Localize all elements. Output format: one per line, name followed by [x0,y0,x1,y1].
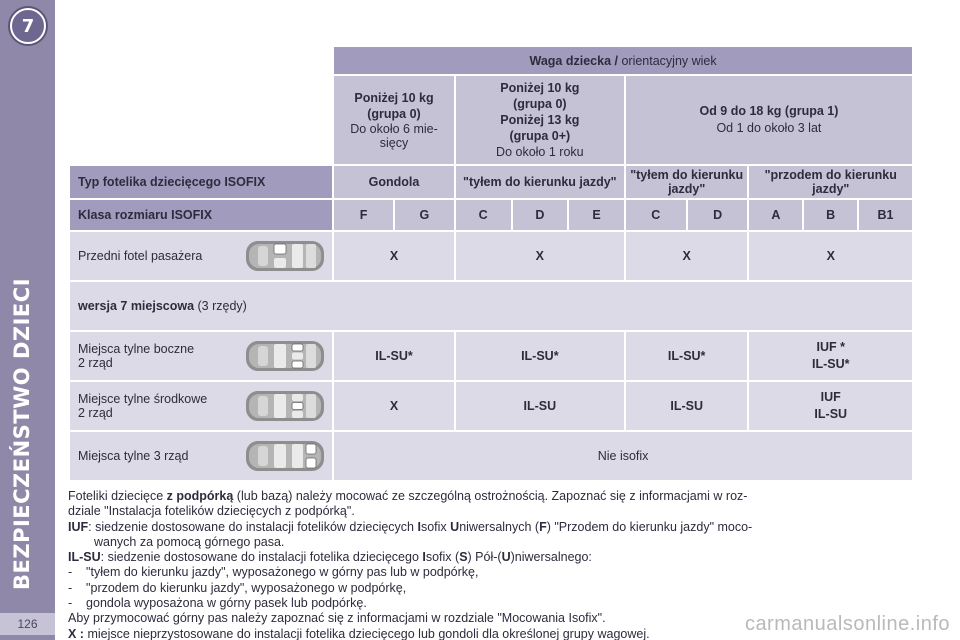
rear-side-value-1: IL-SU* [334,332,454,380]
rear-middle-value-3: IL-SU [626,382,748,430]
car-rear-side-seat-icon [244,338,326,374]
group-0-cell [334,76,454,164]
note-key: IUF [68,519,89,534]
rear-side-label [78,342,194,370]
rear-side-label-cell [70,332,332,380]
note-text: niwersalnych ( [459,519,540,534]
group-1-line-3: Poniżej 13 kg [500,113,580,127]
size-class: F [334,200,393,230]
rear-middle-value-4 [749,382,912,430]
note-iuf [68,520,916,535]
rear-side-last-line-2: IL-SU* [811,357,850,371]
rear-middle-value-1: X [334,382,454,430]
group-2-age: Od 1 do około 3 lat [716,121,822,135]
note-emphasis: I [422,550,426,565]
note-emphasis: z podpórką [166,489,234,503]
section-title: BEZPIECZEŃSTWO DZIECI [10,277,34,590]
blank-corner [70,47,332,74]
rear-side-value-2: IL-SU* [456,332,624,380]
weight-header [334,47,912,74]
note-text: sofix ( [425,550,460,565]
rear-middle-label-line-1: Miejsce tylne środkowe [78,392,208,406]
note-emphasis: I [417,519,421,534]
chapter-sidebar [0,0,55,640]
size-class: D [513,200,568,230]
car-rear-middle-seat-icon [244,388,326,424]
watermark: carmanualsonline.info [744,613,950,635]
rear-side-value-4 [749,332,912,380]
note-text: ) Pół-( [467,550,502,565]
note-top-strap: Aby przymocować górny pas należy zapoznać się z informacjami w rozdziale "Mocowania Isofix". [68,611,606,626]
size-class: B [804,200,857,230]
group-0-line-2: (grupa 0) [367,107,421,121]
chapter-number: 7 [21,15,35,37]
note-text: Foteliki dziecięce [68,489,167,503]
group-1-line-1: Poniżej 10 kg [500,81,580,95]
rear-middle-label-line-2: 2 rząd [78,406,113,420]
group-0-line-1: Poniżej 10 kg [354,91,434,105]
isofix-table [68,45,914,482]
size-class: A [749,200,802,230]
note-text: ) "Przodem do kierunku jazdy" moco- [546,519,753,534]
blank-corner-2 [70,76,332,164]
rear-middle-label [78,392,207,420]
note-text: : siedzenie dostosowane do instalacji fotelików dziecięcych [88,519,418,534]
group-2-line-1: Od 9 do 18 kg (grupa 1) [699,104,839,118]
weight-header-rest: orientacyjny wiek [617,53,717,68]
front-value-gondola: X [334,232,454,280]
group-0plus-cell [456,76,624,164]
front-value-forward: X [749,232,912,280]
type-forward-facing: "przodem do kierunku jazdy" [749,166,912,198]
version-row [70,282,912,330]
front-seat-label-cell [70,232,332,280]
size-class: C [626,200,686,230]
note-support-legs [68,489,916,520]
rear-middle-label-cell [70,382,332,430]
chapter-badge [10,8,46,44]
rear-side-last-line-1: IUF * [816,340,845,354]
third-row-label-cell [70,432,332,480]
type-rear-facing-2: "tyłem do kierunku jazdy" [626,166,748,198]
note-text: )niwersalnego: [510,550,592,565]
note-text: : siedzenie dostosowane do instalacji fotelika dziecięcego [100,550,423,565]
note-emphasis: U [501,550,511,565]
group-1-line-2: (grupa 0) [513,97,567,111]
rear-middle-value-2: IL-SU [456,382,624,430]
note-key: X : [68,626,84,640]
note-ilsu [68,550,916,565]
note-text: sofix [420,519,451,534]
group-1-line-4: (grupa 0+) [509,129,571,143]
rear-side-label-line-2: 2 rząd [78,356,113,370]
note-emphasis: S [459,550,468,565]
version-bold: wersja 7 miejscowa [78,299,195,313]
group-1-cell [626,76,912,164]
note-list-item: - "tyłem do kierunku jazdy", wyposażonego w górny pas lub w podpórkę, [68,565,479,580]
type-row-label: Typ fotelika dziecięcego ISOFIX [70,166,332,198]
note-text: miejsce nieprzystosowane do instalacji fotelika dziecięcego lub gondoli dla określonej grupy wagowej. [83,626,650,640]
rear-middle-last-line-2: IL-SU [814,407,848,421]
note-list-item: - "przodem do kierunku jazdy", wyposażonego w podpórkę, [68,580,407,595]
group-1-age: Do około 1 roku [496,145,584,159]
note-emphasis: F [539,519,547,534]
third-row-label: Miejsca tylne 3 rząd [78,449,189,463]
size-class: E [569,200,624,230]
size-row-label: Klasa rozmiaru ISOFIX [70,200,332,230]
size-class: C [456,200,511,230]
note-key: IL-SU [68,550,101,565]
car-third-row-seat-icon [244,438,326,474]
front-seat-label: Przedni fotel pasażera [78,249,203,263]
version-rest: (3 rzędy) [194,299,247,313]
rear-side-value-3: IL-SU* [626,332,748,380]
front-value-rear-1: X [456,232,624,280]
car-front-seat-icon [244,238,326,274]
size-class: G [395,200,454,230]
note-list-item: - gondola wyposażona w górny pasek lub podpórkę. [68,596,367,611]
size-class: D [688,200,748,230]
type-gondola: Gondola [334,166,454,198]
page-number: 126 [0,613,55,635]
note-text: dziale "Instalacja fotelików dziecięcych z podpórką". [68,504,355,519]
weight-header-bold: Waga dziecka / [529,53,618,68]
note-text: (lub bazą) należy mocować ze szczególną ostrożnością. Zapoznać się z informacjami w roz- [233,489,748,503]
note-emphasis: U [450,519,460,534]
type-rear-facing-1: "tyłem do kierunku jazdy" [456,166,624,198]
note-iuf-cont: wanych za pomocą górnego pasa. [94,534,285,549]
front-value-rear-2: X [626,232,748,280]
rear-side-label-line-1: Miejsca tylne boczne [78,342,195,356]
rear-middle-last-line-1: IUF [820,390,841,404]
group-0-age: Do około 6 mie- sięcy [350,122,438,150]
size-class: B1 [859,200,912,230]
third-row-value: Nie isofix [334,432,912,480]
